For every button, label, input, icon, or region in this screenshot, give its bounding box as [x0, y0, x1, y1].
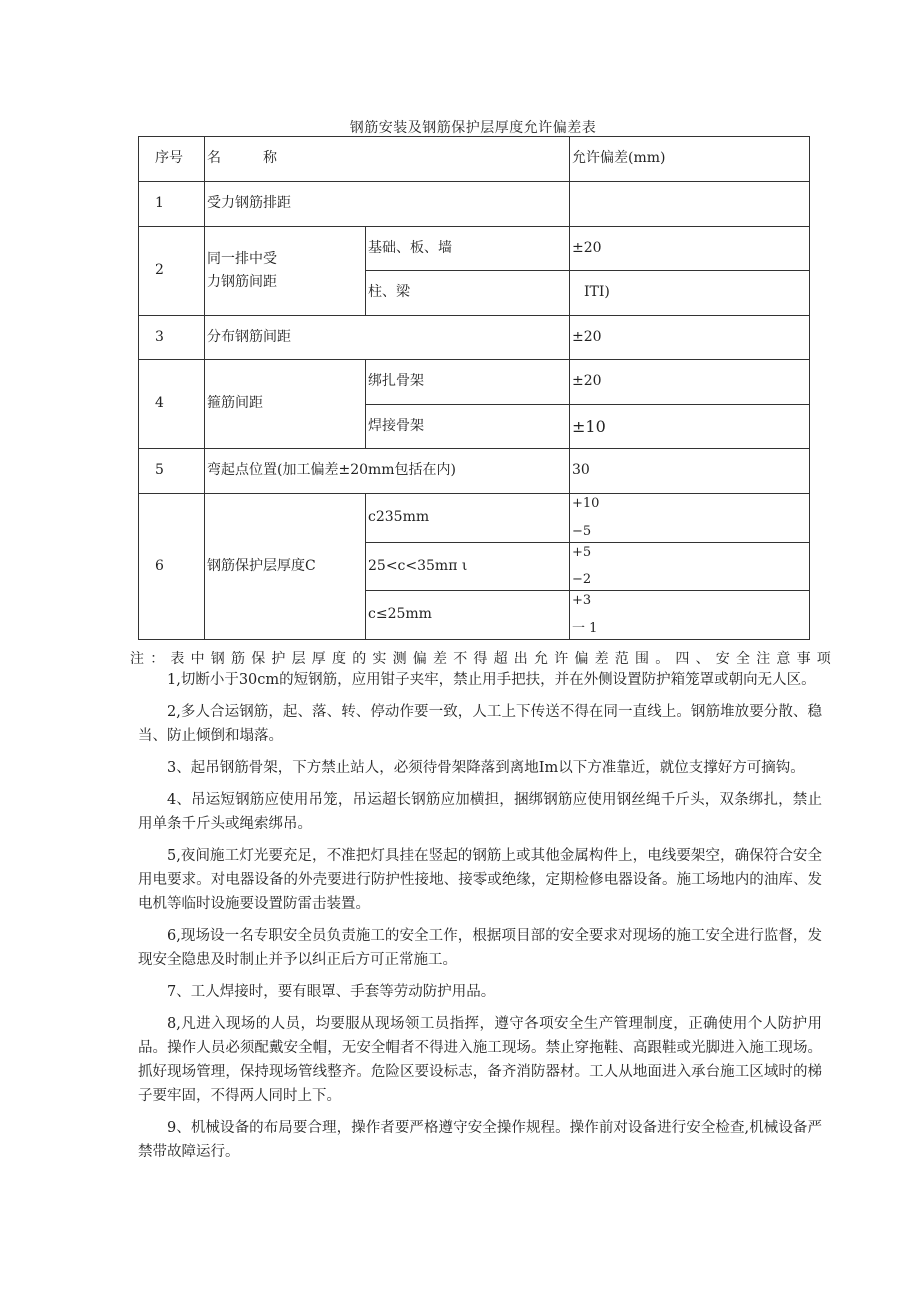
- safety-paragraph: 8,凡进入现场的人员，均要服从现场领工员指挥，遵守各项安全生产管理制度，正确使用个人防护用品。操作人员必须配戴安全帽，无安全帽者不得进入施工现场。禁止穿拖鞋、高跟鞋或光脚进入施工现场。抓好现场管理，保持现场管线整齐。危险区要设标志，备齐消防器材。工人从地面进入承台施工区域时的梯子要牢固，不得两人同时上下。: [138, 1016, 822, 1104]
- safety-notes: [138, 668, 822, 1172]
- safety-paragraph: 7、工人焊接时，要有眼罩、手套等劳动防护用品。: [167, 984, 496, 1000]
- row-no: 3: [139, 316, 205, 360]
- safety-paragraph: 5,夜间施工灯光要充足，不准把灯具挂在竖起的钢筋上或其他金属构件上，电线要架空，确保符合安全用电要求。对电器设备的外壳要进行防护性接地、接零或绝缘，定期检修电器设备。施工场地内的油库、发电机等临时设施要设置防雷击装置。: [138, 848, 822, 912]
- header-no: 序号: [139, 137, 205, 182]
- row-name: 受力钢筋排距: [205, 182, 570, 227]
- deviation-lower: 一 1: [572, 620, 598, 636]
- header-name: 名 称: [205, 137, 570, 182]
- safety-paragraph: 1,切断小于30cm的短钢筋，应用钳子夹牢，禁止用手把扶，并在外侧设置防护箱笼罩或朝向无人区。: [167, 672, 816, 688]
- row-deviation: ±10: [570, 405, 810, 449]
- table-header-row: [139, 137, 810, 182]
- row-deviation: [570, 543, 810, 591]
- row-subitem: c235mm: [366, 494, 570, 543]
- safety-paragraph: 6,现场设一名专职安全员负责施工的安全工作，根据项目部的安全要求对现场的施工安全进行监督，发现安全隐患及时制止并予以纠正后方可正常施工。: [138, 928, 822, 968]
- deviation-upper: +3: [572, 593, 592, 608]
- row-deviation: ±20: [570, 360, 810, 405]
- row-name: 钢筋保护层厚度C: [205, 494, 366, 640]
- row-subitem: c≤25mm: [366, 591, 570, 640]
- table-row: [139, 316, 810, 360]
- row-no: 4: [139, 360, 205, 449]
- row-no: 1: [139, 182, 205, 227]
- row-name: [205, 227, 366, 316]
- row-deviation: [570, 591, 810, 640]
- deviation-upper: +10: [572, 496, 600, 511]
- row-subitem: 25<c<35mπ ι: [366, 543, 570, 591]
- row-name: 弯起点位置(加工偏差±20mm包括在内): [205, 449, 570, 494]
- row-name-line: 力钢筋间距: [207, 274, 277, 290]
- table-row: [139, 494, 810, 543]
- tolerance-table: [138, 136, 810, 640]
- row-deviation: ITI): [570, 271, 810, 316]
- safety-paragraph: 3、起吊钢筋骨架，下方禁止站人，必须待骨架降落到离地Im以下方准靠近，就位支撑好方可摘钩。: [167, 760, 805, 776]
- deviation-lower: −2: [572, 572, 592, 588]
- row-deviation: 30: [570, 449, 810, 494]
- table-row: [139, 182, 810, 227]
- deviation-lower: −5: [572, 523, 592, 539]
- row-name: 箍筋间距: [205, 360, 366, 449]
- table-title: 钢筋安装及钢筋保护层厚度允许偏差表: [349, 120, 597, 136]
- table-row: [139, 449, 810, 494]
- safety-paragraph: 9、机械设备的布局要合理，操作者要严格遵守安全操作规程。操作前对设备进行安全检查,机械设备严禁带故障运行。: [138, 1120, 822, 1160]
- row-deviation: ±20: [570, 316, 810, 360]
- row-subitem: 基础、板、墙: [366, 227, 570, 271]
- header-deviation: 允许偏差(mm): [570, 137, 810, 182]
- table-note: 注：表中钢筋保护层厚度的实测偏差不得超出允许偏差范围。四、安全注意事项: [130, 651, 837, 667]
- row-deviation: ±20: [570, 227, 810, 271]
- table-row: [139, 227, 810, 271]
- row-subitem: 柱、梁: [366, 271, 570, 316]
- row-subitem: 绑扎骨架: [366, 360, 570, 405]
- safety-paragraph: 2,多人合运钢筋，起、落、转、停动作要一致，人工上下传送不得在同一直线上。钢筋堆放要分散、稳当、防止倾倒和塌落。: [138, 704, 822, 744]
- deviation-upper: +5: [572, 544, 592, 560]
- row-no: 5: [139, 449, 205, 494]
- table-row: [139, 360, 810, 405]
- row-deviation: [570, 494, 810, 543]
- row-no: 2: [139, 227, 205, 316]
- row-name-line: 同一排中受: [207, 250, 277, 267]
- row-deviation: [570, 182, 810, 227]
- row-name: 分布钢筋间距: [205, 316, 570, 360]
- row-subitem: 焊接骨架: [366, 405, 570, 449]
- row-no: 6: [139, 494, 205, 640]
- safety-paragraph: 4、吊运短钢筋应使用吊笼，吊运超长钢筋应加横担，捆绑钢筋应使用钢丝绳千斤头，双条绑扎，禁止用单条千斤头或绳索绑吊。: [138, 792, 822, 832]
